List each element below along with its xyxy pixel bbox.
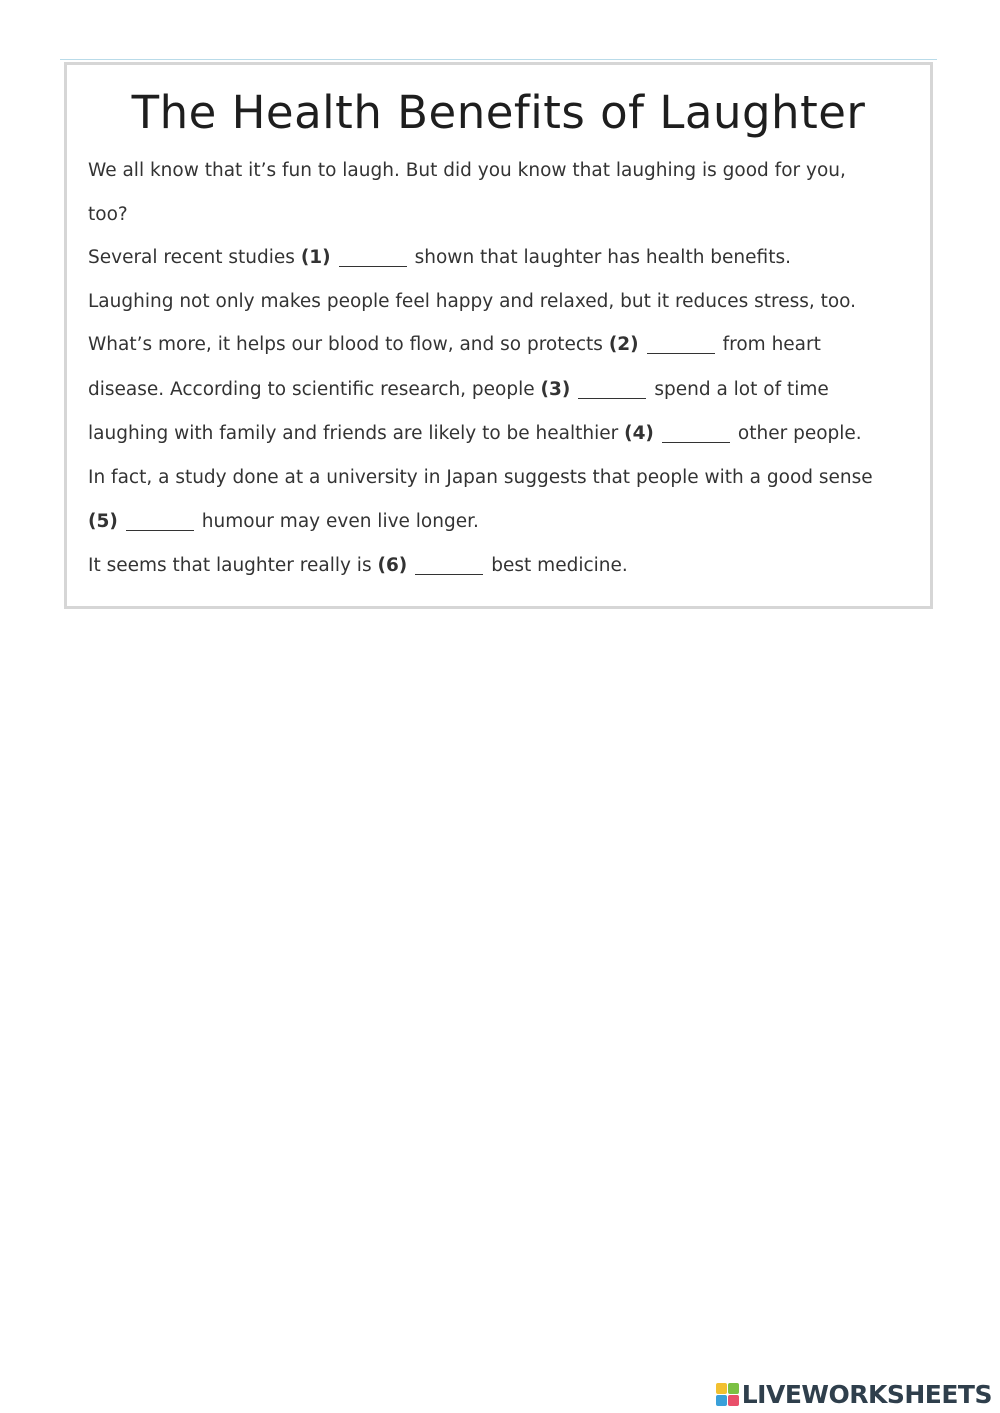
blank-input-5[interactable]: [126, 512, 194, 531]
text-line-4: Laughing not only makes people feel happy and relaxed, but it reduces stress, too.: [88, 291, 857, 312]
text-line-7: laughing with family and friends are likely to be healthier (4) other people.: [88, 423, 862, 444]
text-line-1: We all know that it’s fun to laugh. But did you know that laughing is good for you,: [88, 160, 846, 181]
question-number-2: (2): [608, 334, 639, 355]
text-line-2: too?: [88, 204, 128, 225]
text-line-5: What’s more, it helps our blood to flow, and so protects (2) from heart: [88, 334, 821, 355]
blank-input-4[interactable]: [662, 424, 730, 443]
question-number-3: (3): [540, 379, 571, 400]
top-divider: [60, 59, 937, 60]
logo-grid-icon: [716, 1383, 739, 1406]
text-line-9: (5) humour may even live longer.: [88, 511, 479, 532]
blank-input-6[interactable]: [415, 556, 483, 575]
question-number-5: (5): [88, 511, 118, 532]
text-line-3: Several recent studies (1) shown that laughter has health benefits.: [88, 247, 791, 268]
logo-text: LIVEWORKSHEETS: [741, 1379, 992, 1409]
question-number-4: (4): [624, 423, 654, 444]
blank-input-3[interactable]: [578, 380, 646, 399]
blank-input-2[interactable]: [647, 335, 715, 354]
text-line-6: disease. According to scientific research, people (3) spend a lot of time: [88, 379, 829, 400]
question-number-1: (1): [300, 247, 331, 268]
question-number-6: (6): [377, 555, 408, 576]
liveworksheets-logo: [716, 1379, 992, 1409]
blank-input-1[interactable]: [339, 248, 407, 267]
text-line-8: In fact, a study done at a university in Japan suggests that people with a good sense: [88, 467, 873, 488]
worksheet-card: [64, 62, 933, 609]
page-title: The Health Benefits of Laughter: [131, 86, 866, 139]
text-line-10: It seems that laughter really is (6) best medicine.: [88, 555, 628, 576]
